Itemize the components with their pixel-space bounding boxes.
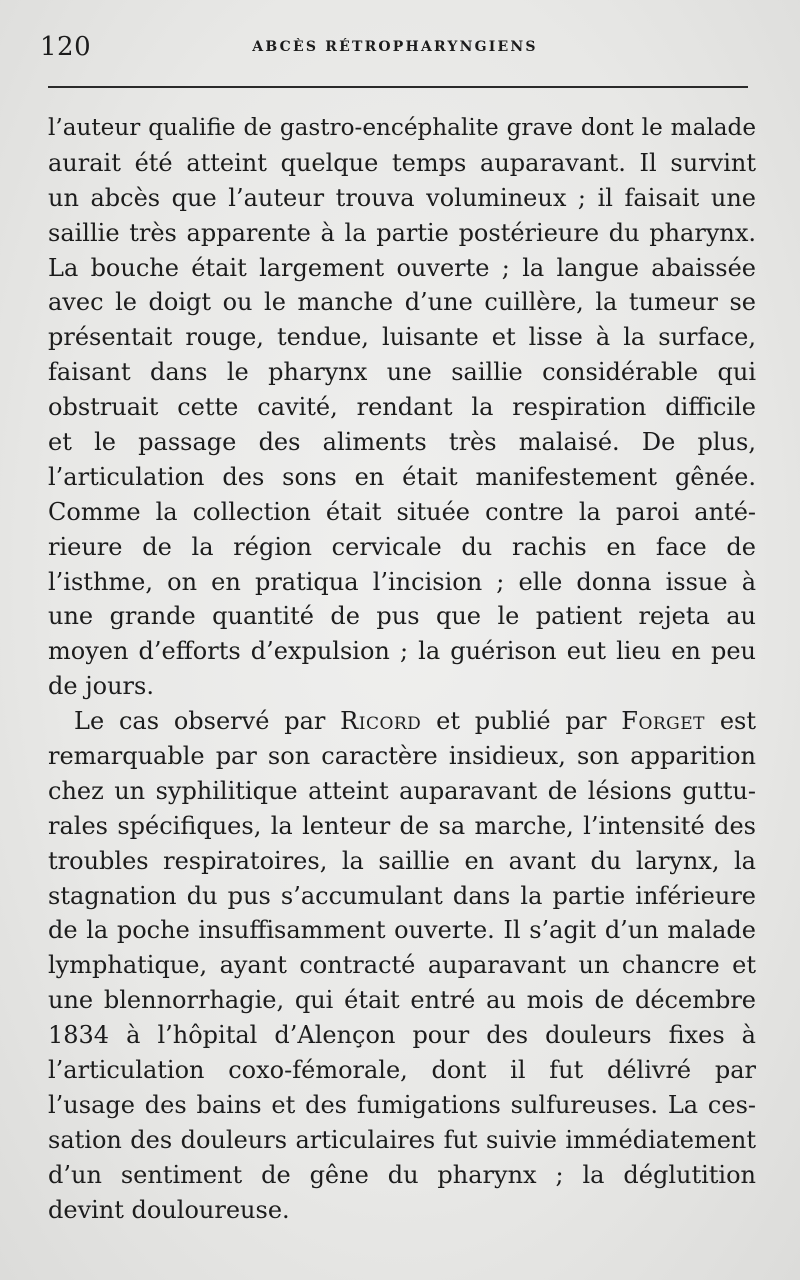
- author-name-ricord: Ricord: [340, 707, 422, 736]
- text-line: l’auteur qualifie de gastro-encéphalite grave dont le malade: [48, 115, 756, 141]
- text-line: troubles respiratoires, la saillie en avant du larynx, la: [48, 846, 756, 875]
- text-line: et le passage des aliments très malaisé. De plus,: [48, 428, 756, 457]
- text-line: une blennorrhagie, qui était entré au mois de décembre: [48, 986, 756, 1015]
- author-name-forget: Forget: [621, 707, 706, 736]
- text-line: avec le doigt ou le manche d’une cuillère, la tumeur se: [48, 288, 756, 317]
- text-line: [48, 704, 756, 739]
- text-line: rales spécifiques, la lenteur de sa marche, l’intensité des: [48, 811, 756, 840]
- text-line: l’usage des bains et des fumigations sulfureuses. La ces-: [48, 1090, 756, 1119]
- text-line: faisant dans le pharynx une saillie considérable qui: [48, 358, 756, 387]
- running-head: ABCÈS RÉTROPHARYNGIENS: [252, 39, 538, 55]
- text-line: de jours.: [48, 672, 154, 701]
- text-line: devint douloureuse.: [48, 1195, 290, 1224]
- page-header: [40, 30, 750, 70]
- text-run: et publié par: [421, 707, 622, 736]
- text-line: Comme la collection était située contre la paroi anté-: [48, 497, 756, 526]
- paragraph-2: [48, 704, 756, 1227]
- text-line: aurait été atteint quelque temps auparavant. Il survint: [48, 148, 756, 177]
- text-line: saillie très apparente à la partie postérieure du pharynx.: [48, 218, 756, 247]
- page-number: 120: [40, 32, 92, 62]
- text-line: lymphatique, ayant contracté auparavant un chancre et: [48, 951, 756, 980]
- text-line: l’isthme, on en pratiqua l’incision ; elle donna issue à: [48, 567, 756, 596]
- text-line: remarquable par son caractère insidieux, son apparition: [48, 742, 756, 771]
- text-line: d’un sentiment de gêne du pharynx ; la déglutition: [48, 1160, 756, 1189]
- text-line: l’articulation des sons en était manifestement gênée.: [48, 462, 756, 491]
- paragraph-1: [48, 111, 756, 704]
- text-line: de la poche insuffisamment ouverte. Il s’agit d’un malade: [48, 916, 756, 945]
- text-line: La bouche était largement ouverte ; la langue abaissée: [48, 253, 756, 282]
- text-line: rieure de la région cervicale du rachis en face de: [48, 532, 756, 561]
- text-line: sation des douleurs articulaires fut suivie immédiatement: [48, 1125, 756, 1154]
- text-run: Le cas observé par: [74, 707, 341, 736]
- text-line: 1834 à l’hôpital d’Alençon pour des douleurs fixes à: [48, 1021, 756, 1050]
- text-line: obstruait cette cavité, rendant la respiration difficile: [48, 393, 756, 422]
- text-run: est: [705, 707, 756, 736]
- text-line: moyen d’efforts d’expulsion ; la guérison eut lieu en peu: [48, 637, 756, 666]
- header-rule: [48, 86, 748, 88]
- text-line: une grande quantité de pus que le patient rejeta au: [48, 602, 756, 631]
- text-line: chez un syphilitique atteint auparavant de lésions guttu-: [48, 776, 756, 805]
- text-line: stagnation du pus s’accumulant dans la partie inférieure: [48, 881, 756, 910]
- text-line: l’articulation coxo-fémorale, dont il fut délivré par: [48, 1056, 756, 1085]
- text-line: un abcès que l’auteur trouva volumineux ; il faisait une: [48, 183, 756, 212]
- body-text: [48, 111, 756, 1228]
- text-line: présentait rouge, tendue, luisante et lisse à la surface,: [48, 323, 756, 352]
